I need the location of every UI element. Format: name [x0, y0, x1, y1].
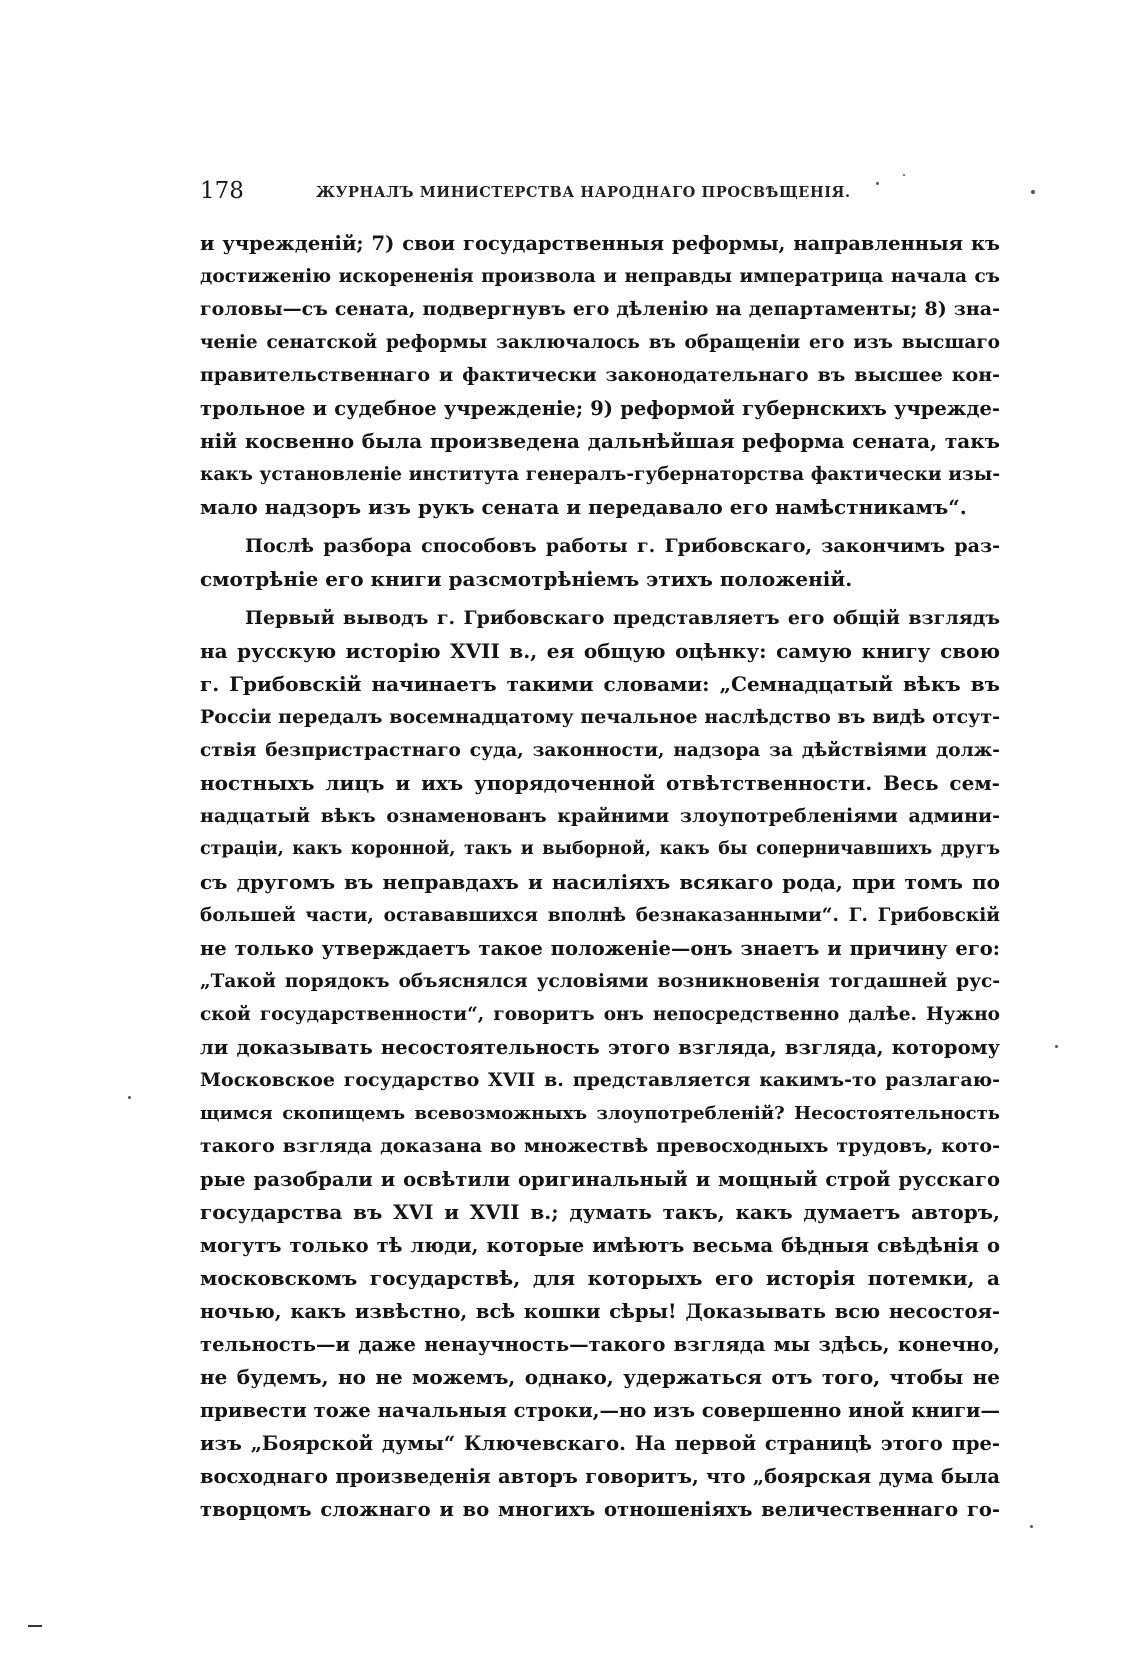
text-line: „Такой порядокъ объяснялся условіями возникновенія тогдашней рус-	[200, 971, 1000, 992]
text-line: Послѣ разбора способовъ работы г. Грибовскаго, закончимъ раз-	[245, 535, 1000, 557]
text-line: могутъ только тѣ люди, которые имѣютъ весьма бѣдныя свѣдѣнія о	[200, 1234, 1000, 1257]
text-line: съ другомъ въ неправдахъ и насиліяхъ всякаго рода, при томъ по	[200, 870, 1000, 894]
body-text	[200, 227, 1000, 1526]
text-line: надцатый вѣкъ ознаменованъ крайними злоупотребленіями админи-	[200, 805, 1000, 827]
text-line: изъ „Боярской думы“ Ключевскаго. На первой страницѣ этого пре-	[200, 1432, 1000, 1455]
text-line: ночью, какъ извѣстно, всѣ кошки сѣры! Доказывать всю несостоя-	[200, 1300, 1000, 1323]
text-line: большей части, остававшихся вполнѣ безнаказанными“. Г. Грибовскій	[200, 905, 1000, 926]
paragraph	[200, 530, 1000, 596]
text-line: и учрежденій; 7) свои государственныя реформы, направленныя къ	[200, 232, 1000, 255]
text-line: ностныхъ лицъ и ихъ упорядоченной отвѣтственности. Весь сем-	[200, 771, 1000, 795]
running-title: ЖУРНАЛЪ МИНИСТЕРСТВА НАРОДНАГО ПРОСВѢЩЕНІЯ.	[316, 184, 851, 201]
text-line: какъ установленіе института генералъ-губернаторства фактически изы-	[200, 464, 1000, 485]
scan-speck	[903, 174, 905, 176]
text-line: г. Грибовскій начинаетъ такими словами: „Семнадцатый вѣкъ въ	[200, 672, 1000, 696]
text-line: не будемъ, но не можемъ, однако, удержаться отъ того, чтобы не	[200, 1365, 1000, 1389]
page-header	[200, 176, 1010, 208]
text-line: привести тоже начальныя строки,—но изъ совершенно иной книги—	[200, 1399, 1000, 1422]
text-line: Первый выводъ г. Грибовскаго представляетъ его общій взглядъ	[245, 607, 1000, 629]
text-line: Россіи передалъ восемнадцатому печальное наслѣдство въ видѣ отсут-	[200, 706, 1000, 728]
text-line: Московское государство XVII в. представляется какимъ-то разлагаю-	[200, 1069, 1000, 1091]
text-line: такого взгляда доказана во множествѣ превосходныхъ трудовъ, кото-	[200, 1135, 1000, 1157]
margin-mark	[28, 1625, 42, 1627]
paragraph	[200, 602, 1000, 1526]
paragraph	[200, 227, 1000, 524]
text-line: ской государственности“, говоритъ онъ непосредственно далѣе. Нужно	[200, 1004, 1000, 1025]
text-line: ствія безпристрастнаго суда, законности, надзора за дѣйствіями долж-	[200, 740, 1000, 761]
page-number: 178	[200, 178, 244, 204]
text-line: рые разобрали и освѣтили оригинальный и мощный строй русскаго	[200, 1168, 1000, 1191]
text-line: не только утверждаетъ такое положеніе—онъ знаетъ и причину его:	[200, 937, 1000, 960]
text-line: восходнаго произведенія авторъ говоритъ, что „боярская дума была	[200, 1465, 1000, 1488]
scan-speck	[128, 1096, 131, 1099]
scan-speck	[876, 182, 879, 185]
text-line: достиженію искорененія произвола и неправды императрица начала съ	[200, 266, 1000, 287]
scan-speck	[1031, 190, 1035, 194]
text-line: ній косвенно была произведена дальнѣйшая реформа сената, такъ	[200, 429, 1000, 453]
scan-speck	[1030, 1525, 1033, 1528]
text-line: головы—съ сената, подвергнувъ его дѣленію на департаменты; 8) зна-	[200, 298, 1000, 320]
text-line: ченіе сенатской реформы заключалось въ обращеніи его изъ высшаго	[200, 332, 1000, 353]
text-line: правительственнаго и фактически законодательнаго въ высшее кон-	[200, 364, 1000, 386]
text-line: государства въ XVI и XVII в.; думать такъ, какъ думаетъ авторъ,	[200, 1200, 1000, 1224]
text-line: ли доказывать несостоятельность этого взгляда, взгляда, которому	[200, 1036, 1000, 1059]
text-line: трольное и судебное учрежденіе; 9) реформой губернскихъ учрежде-	[200, 397, 1000, 420]
text-line: страціи, какъ коронной, такъ и выборной, какъ бы соперничавшихъ другъ	[200, 839, 1000, 859]
text-line: творцомъ сложнаго и во многихъ отношеніяхъ величественнаго го-	[200, 1498, 1000, 1521]
text-line: мало надзоръ изъ рукъ сената и передавало его намѣстникамъ“.	[200, 495, 967, 519]
text-line: щимся скопищемъ всевозможныхъ злоупотребленій? Несостоятельность	[200, 1103, 1000, 1124]
text-line: смотрѣніе его книги разсмотрѣніемъ этихъ положеній.	[200, 567, 853, 591]
text-line: московскомъ государствѣ, для которыхъ его исторія потемки, а	[200, 1266, 1000, 1290]
text-line: тельность—и даже ненаучность—такого взгляда мы здѣсь, конечно,	[200, 1333, 1000, 1356]
text-line: на русскую исторію XVII в., ея общую оцѣнку: самую книгу свою	[200, 639, 1000, 663]
scan-speck	[1055, 1045, 1058, 1048]
